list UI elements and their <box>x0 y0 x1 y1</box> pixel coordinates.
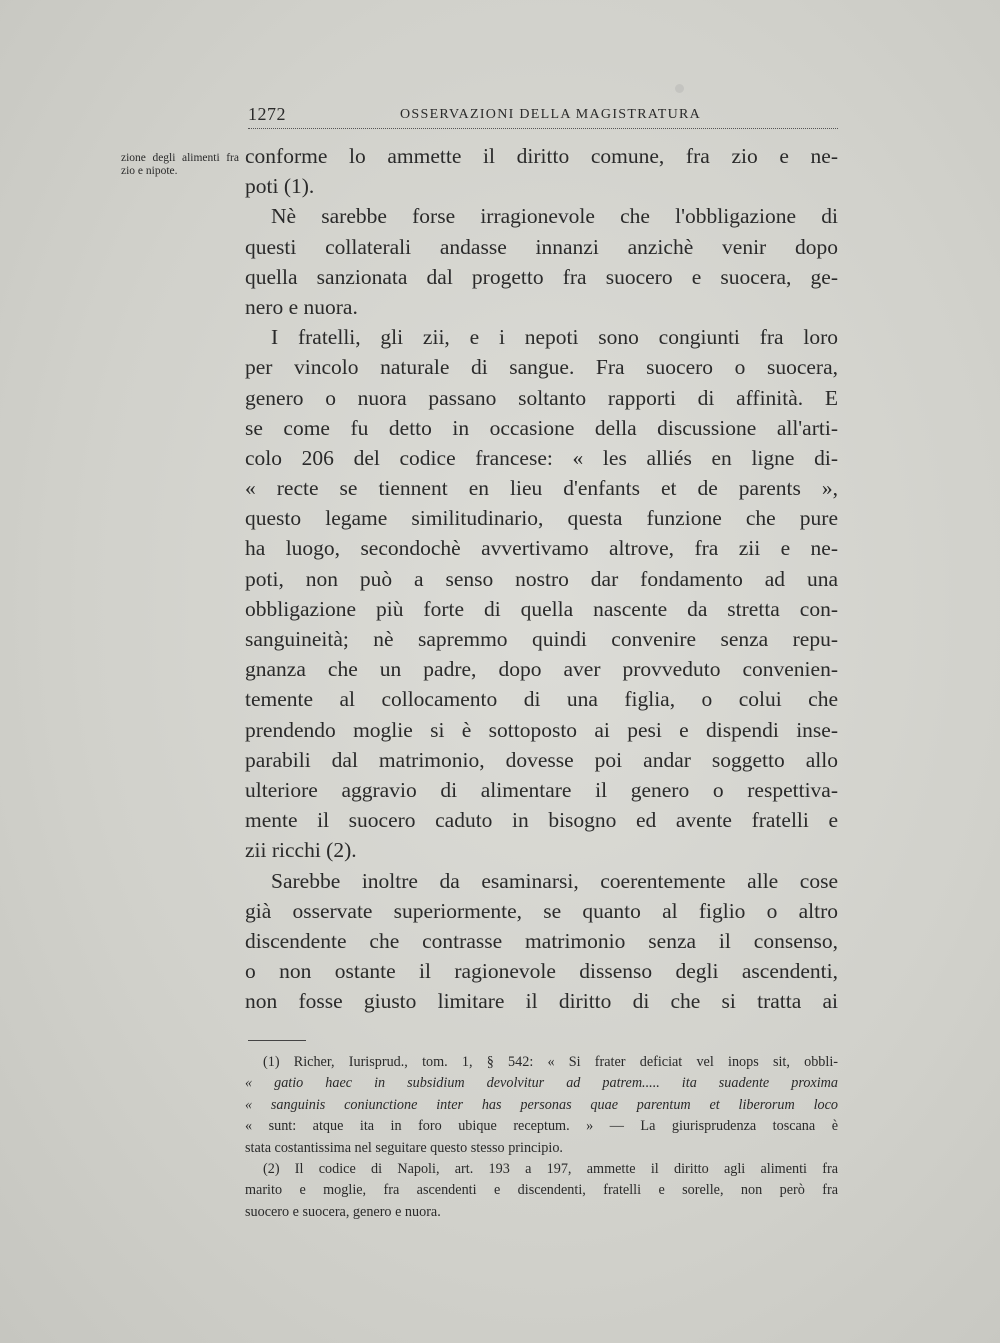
footnote-line: marito e moglie, fra ascendenti e discendenti, fratelli e sorelle, non però fra <box>245 1182 838 1199</box>
footnote-line: suocero e suocera, genero e nuora. <box>245 1203 441 1220</box>
text-line: conforme lo ammette il diritto comune, fra zio e ne- <box>245 144 838 168</box>
text-line: colo 206 del codice francese: « les alliés en ligne di- <box>245 445 838 470</box>
text-line: già osservate superiormente, se quanto al figlio o altro <box>245 898 838 923</box>
text-line: poti (1). <box>245 174 315 199</box>
header-rule <box>248 128 838 129</box>
text-line: sanguineità; nè sapremmo quindi convenire senza repu- <box>245 627 838 651</box>
text-line: discendente che contrasse matrimonio senza il consenso, <box>245 928 838 953</box>
text-line: ulteriore aggravio di alimentare il genero o respettiva- <box>245 777 838 802</box>
paper-blemish <box>675 84 684 93</box>
text-line: « recte se tiennent en lieu d'enfants et de parents », <box>245 476 838 501</box>
footnote-line: « gatio haec in subsidium devolvitur ad patrem..... ita suadente proxima <box>245 1075 838 1092</box>
text-line: questo legame similitudinario, questa funzione che pure <box>245 506 838 531</box>
text-line: prendendo moglie si è sottoposto ai pesi e dispendi inse- <box>245 717 838 742</box>
text-line: genero o nuora passano soltanto rapporti di affinità. E <box>245 385 838 410</box>
footnote-line: « sanguinis coniunctione inter has personas quae parentum et liberorum loco <box>245 1096 838 1113</box>
footnote-line: (2) Il codice di Napoli, art. 193 a 197, ammette il diritto agli alimenti fra <box>263 1160 838 1177</box>
text-line: o non ostante il ragionevole dissenso degli ascendenti, <box>245 959 838 984</box>
text-line: ha luogo, secondochè avvertivamo altrove, fra zii e ne- <box>245 536 838 561</box>
text-line: per vincolo naturale di sangue. Fra suocero o suocera, <box>245 355 838 380</box>
text-line: se come fu detto in occasione della discussione all'arti- <box>245 415 838 440</box>
running-head: OSSERVAZIONI DELLA MAGISTRATURA <box>400 107 702 122</box>
footnote-rule <box>248 1040 306 1041</box>
text-line: mente il suocero caduto in bisogno ed avente fratelli e <box>245 808 838 833</box>
footnote-line: stata costantissima nel seguitare questo stesso principio. <box>245 1139 563 1156</box>
body-text <box>245 141 838 1016</box>
footnote-line: (1) Richer, Iurisprud., tom. 1, § 542: « Si frater deficiat vel inops sit, obbli- <box>263 1054 838 1070</box>
text-line: Sarebbe inoltre da esaminarsi, coerentemente alle cose <box>271 868 838 893</box>
text-line: zii ricchi (2). <box>245 838 357 863</box>
text-line: poti, non può a senso nostro dar fondamento ad una <box>245 566 838 591</box>
text-line: gnanza che un padre, dopo aver provveduto convenien- <box>245 657 838 682</box>
text-line: parabili dal matrimonio, dovesse poi andar soggetto allo <box>245 747 838 772</box>
text-line: Nè sarebbe forse irragionevole che l'obbligazione di <box>271 204 838 229</box>
footnote-line: « sunt: atque ita in foro ubique receptum. » — La giurisprudenza toscana è <box>245 1118 838 1135</box>
page-number: 1272 <box>248 104 286 124</box>
text-line: quella sanzionata dal progetto fra suocero e suocera, ge- <box>245 264 838 289</box>
text-line: questi collaterali andasse innanzi anzichè venir dopo <box>245 234 838 259</box>
text-line: nero e nuora. <box>245 294 358 319</box>
page-header <box>248 104 838 130</box>
text-line: obbligazione più forte di quella nascente da stretta con- <box>245 596 838 621</box>
text-line: temente al collocamento di una figlia, o colui che <box>245 687 838 712</box>
text-line: I fratelli, gli zii, e i nepoti sono congiunti fra loro <box>271 325 838 350</box>
margin-note: zione degli alimenti fra zio e nipote. <box>121 152 239 177</box>
text-line: non fosse giusto limitare il diritto di che si tratta ai <box>245 989 838 1014</box>
footnotes <box>245 1052 838 1223</box>
